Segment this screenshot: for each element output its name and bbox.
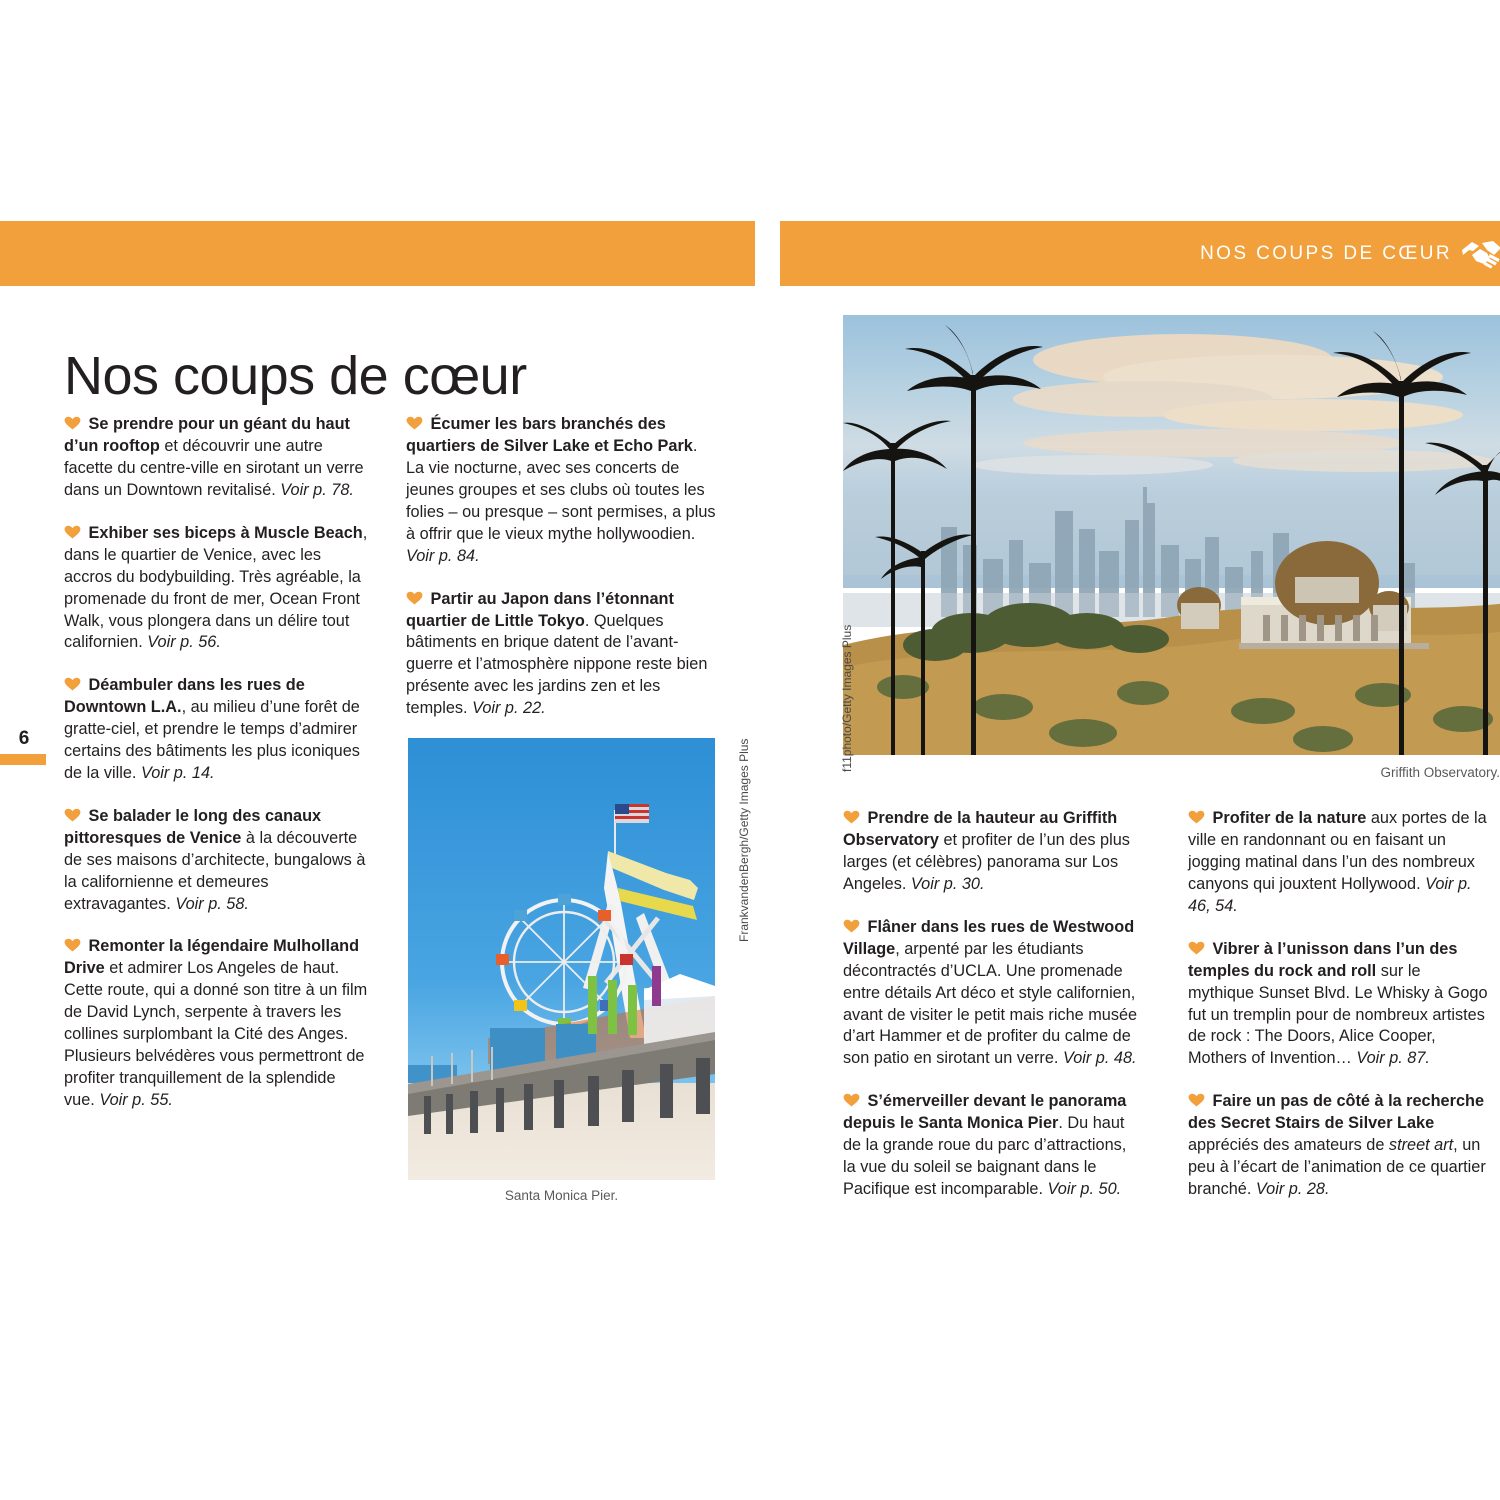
handshake-icon — [1460, 237, 1500, 271]
highlight-entry — [1188, 939, 1488, 1070]
entry-body-text: à la découverte de ses maisons d’architecte, bungalows à la californienne et demeures extravagantes. — [64, 828, 366, 913]
entry-page-reference: Voir p. 14. — [140, 763, 215, 782]
entry-page-reference: Voir p. 84. — [406, 546, 480, 565]
santa-monica-pier-photo — [408, 738, 715, 1180]
entry-highlight-bold: Faire un pas de côté à la recherche des Secret Stairs de Silver Lake — [1188, 1092, 1485, 1133]
entry-page-reference: Voir p. 50. — [1047, 1179, 1122, 1198]
entry-body-text-cont: , un peu à l’écart de l’animation de ce quartier branché. — [1188, 1136, 1486, 1198]
highlight-entry — [64, 414, 369, 502]
entry-body-text: . Quelques bâtiments en brique datent de l’avant-guerre et l’atmosphère nippone reste bien présente avec les jardins zen et les temples. — [406, 611, 708, 718]
entry-highlight-bold: Déambuler dans les rues de Downtown L.A. — [64, 676, 305, 717]
highlight-entry — [1188, 808, 1488, 918]
entry-highlight-bold: Remonter la légendaire Mulholland Drive — [64, 937, 360, 978]
entry-body-text: , arpenté par les étudiants décontractés d’UCLA. Une promenade entre détails Art déco et style californien, avant de visiter le petit mais riche musée d’art Hammer et de profiter du calme de son patio en sirotant un verre. — [843, 939, 1138, 1068]
column-c — [843, 792, 1143, 1201]
entry-page-reference: Voir p. 28. — [1255, 1179, 1330, 1198]
entry-highlight-bold: Exhiber ses biceps à Muscle Beach — [88, 523, 363, 542]
entry-highlight-bold: Vibrer à l’unisson dans l’un des temples du rock and roll — [1188, 939, 1458, 980]
photo-caption-griffith: Griffith Observatory. — [1380, 765, 1500, 780]
entry-highlight-bold: Flâner dans les rues de Westwood Village — [843, 917, 1135, 958]
entry-body-text: sur le mythique Sunset Blvd. Le Whisky à Gogo fut un tremplin pour de nombreux artistes de rock : The Doors, Alice Cooper, Mothers of Invention… — [1188, 961, 1488, 1068]
entry-highlight-bold: Écumer les bars branchés des quartiers de Silver Lake et Echo Park — [406, 415, 693, 456]
entry-highlight-bold: Se prendre pour un géant du haut d’un rooftop — [64, 415, 350, 456]
entry-highlight-bold: Prendre de la hauteur au Griffith Observatory — [843, 809, 1118, 850]
entry-body-text: . Du haut de la grande roue du parc d’attractions, la vue du soleil se baignant dans le Pacifique est incomparable. — [843, 1114, 1127, 1198]
header-bar-right — [780, 221, 1500, 286]
entry-body-text: aux portes de la ville en randonnant ou en faisant un jogging matinal dans l’un des nombreux canyons qui jouxtent Hollywood. — [1188, 809, 1487, 894]
entry-emphasis: street art — [1388, 1136, 1454, 1155]
entry-page-reference: Voir p. 56. — [147, 633, 221, 652]
entry-page-reference: Voir p. 78. — [280, 481, 354, 500]
highlight-entry — [406, 589, 718, 720]
entry-body-text: appréciés des amateurs de — [1188, 1136, 1389, 1155]
entry-highlight-bold: Partir au Japon dans l’étonnant quartier de Little Tokyo — [406, 589, 674, 630]
entry-body-text: . La vie nocturne, avec ses concerts de jeunes groupes et ses clubs où toutes les folies – ou presque – sont permises, a plus à offrir que le vieux mythe hollywoodien. — [406, 437, 716, 543]
griffith-observatory-photo — [843, 315, 1500, 755]
page-title: Nos coups de cœur — [64, 346, 527, 407]
column-a — [64, 398, 369, 1112]
highlight-entry — [406, 414, 718, 567]
highlight-entry — [64, 936, 369, 1111]
column-b — [406, 398, 718, 720]
entry-body-text: , dans le quartier de Venice, avec les accros du bodybuilding. Très agréable, la promenade du front de mer, Ocean Front Walk, vous plongera dans un délire tout californien. — [64, 523, 368, 652]
entry-highlight-bold: Se balader le long des canaux pittoresques de Venice — [64, 806, 322, 847]
pier-illustration — [408, 738, 715, 1180]
highlight-entry — [1188, 1091, 1488, 1201]
highlight-entry — [843, 917, 1143, 1070]
entry-page-reference: Voir p. 58. — [175, 894, 249, 913]
entry-page-reference: Voir p. 55. — [99, 1090, 173, 1109]
highlight-entry — [843, 808, 1143, 896]
entry-body-text: et découvrir une autre facette du centre-ville en sirotant un verre dans un Downtown revitalisé. — [64, 437, 364, 500]
photo-credit-santa-monica: FrankvandenBergh/Getty Images Plus — [737, 738, 751, 942]
photo-caption-santa-monica: Santa Monica Pier. — [504, 1188, 619, 1203]
entry-page-reference: Voir p. 46, 54. — [1188, 875, 1472, 915]
entry-page-reference: Voir p. 30. — [910, 875, 985, 894]
highlight-entry — [64, 806, 369, 916]
highlight-entry — [843, 1091, 1143, 1201]
page-number: 6 — [18, 728, 30, 749]
highlight-entry — [64, 523, 369, 654]
griffith-illustration — [843, 315, 1500, 755]
column-d — [1188, 792, 1488, 1201]
highlight-entry — [64, 675, 369, 785]
header-title: NOS COUPS DE CŒUR — [1200, 242, 1452, 264]
entry-page-reference: Voir p. 87. — [1356, 1049, 1430, 1068]
entry-body-text: , au milieu d’une forêt de gratte-ciel, et prendre le temps d’admirer certains des bâtiments les plus iconiques de la ville. — [64, 698, 360, 782]
photo-credit-griffith: f11photo/Getty Images Plus — [840, 624, 854, 772]
entry-highlight-bold: S’émerveiller devant le panorama depuis le Santa Monica Pier — [843, 1092, 1127, 1133]
entry-body-text: et profiter de l’un des plus larges (et célèbres) panorama sur Los Angeles. — [843, 831, 1130, 894]
entry-page-reference: Voir p. 22. — [472, 699, 546, 718]
entry-highlight-bold: Profiter de la nature — [1212, 809, 1367, 828]
entry-body-text: et admirer Los Angeles de haut. Cette route, qui a donné son titre à un film de David Lynch, serpente à travers les collines surplombant la Cité des Anges. Plusieurs belvédères vous permettront de profiter tranquillement de la splendide vue. — [64, 959, 368, 1109]
entry-page-reference: Voir p. 48. — [1062, 1049, 1137, 1068]
